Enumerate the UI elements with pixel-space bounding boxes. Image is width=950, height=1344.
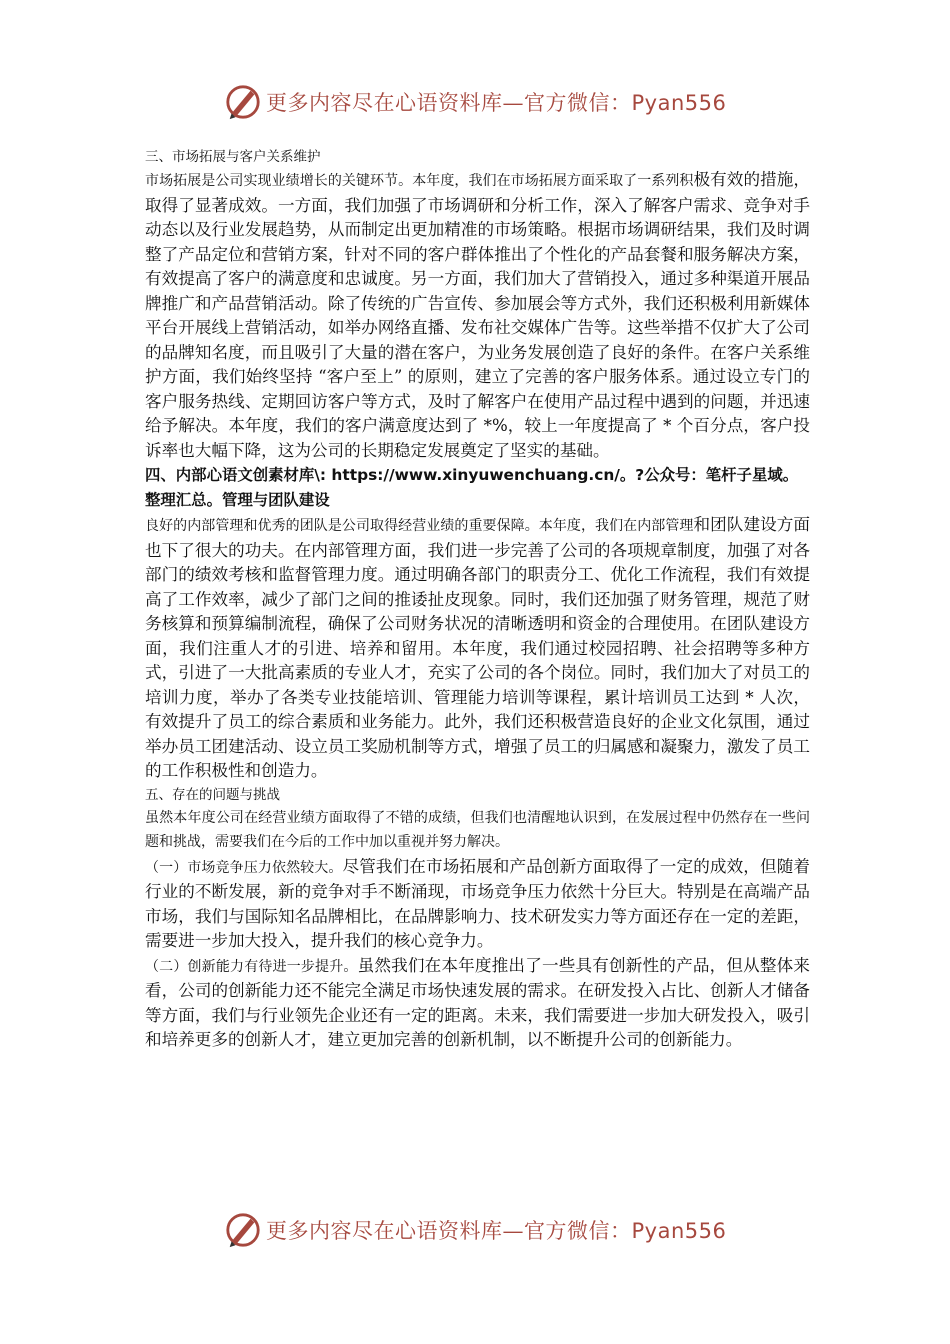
pen-logo-icon xyxy=(224,83,262,121)
section-5-item-1 xyxy=(145,855,810,954)
banner-wechat-id: Pyan556 xyxy=(631,1219,727,1243)
item-2-prefix: （二）创新能力有待进一步提升。 xyxy=(145,958,358,975)
banner-text xyxy=(266,87,726,117)
section-5-intro: 虽然本年度公司在经营业绩方面取得了不错的成绩，但我们也清醒地认识到，在发展过程中仍然存在一些问题和挑战，需要我们在今后的工作中加以重视并努力解决。 xyxy=(145,809,810,850)
section-4-heading: 四、内部心语文创素材库\: https://www.xinyuwenchuang.cn/。?公众号：笔杆子星域。整理汇总。管理与团队建设 xyxy=(145,466,799,509)
section-3-paragraph xyxy=(145,168,810,463)
item-1-prefix: （一）市场竞争压力依然较大。 xyxy=(145,859,343,876)
item-2-body: 虽然我们在本年度推出了一些具有创新性的产品，但从整体来看，公司的创新能力还不能完全满足市场快速发展的需求。在研发投入占比、创新人才储备等方面，我们与行业领先企业还有一定的距离。未来，我们需要进一步加大研发投入，吸引和培养更多的创新人才，建立更加完善的创新机制，以不断提升公司的创新能力。 xyxy=(145,955,811,1049)
section-3-body: 极有效的措施，取得了显著成效。一方面，我们加强了市场调研和分析工作，深入了解客户需求、竞争对手动态以及行业发展趋势，从而制定出更加精准的市场策略。根据市场调研结果，我们及时调整了产品定位和营销方案，针对不同的客户群体推出了个性化的产品套餐和服务解决方案，有效提高了客户的满意度和忠诚度。另一方面，我们加大了营销投入，通过多种渠道开展品牌推广和产品营销活动。除了传统的广告宣传、参加展会等方式外，我们还积极利用新媒体平台开展线上营销活动，如举办网络直播、发布社交媒体广告等。这些举措不仅扩大了公司的品牌知名度，而且吸引了大量的潜在客户，为业务发展创造了良好的条件。在客户关系维护方面，我们始终坚持 “客户至上” 的原则，建立了完善的客户服务体系。通过设立专门的客户服务热线、定期回访客户等方式，及时了解客户在使用产品过程中遇到的问题，并迅速给予解决。本年度，我们的客户满意度达到了 *%，较上一年度提高了 * 个百分点，客户投诉率也大幅下降，这为公司的长期稳定发展奠定了坚实的基础。 xyxy=(145,170,811,460)
section-4-body: 和团队建设方面也下了很大的功夫。在内部管理方面，我们进一步完善了公司的各项规章制度，加强了对各部门的绩效考核和监督管理力度。通过明确各部门的职责分工、优化工作流程，我们有效提高了工作效率，减少了部门之间的推诿扯皮现象。同时，我们还加强了财务管理，规范了财务核算和预算编制流程，确保了公司财务状况的清晰透明和资金的合理使用。在团队建设方面，我们注重人才的引进、培养和留用。本年度，我们通过校园招聘、社会招聘等多种方式，引进了一大批高素质的专业人才，充实了公司的各个岗位。同时，我们加大了对员工的培训力度，举办了各类专业技能培训、管理能力培训等课程，累计培训员工达到 * 人次，有效提升了员工的综合素质和业务能力。此外，我们还积极营造良好的企业文化氛围，通过举办员工团建活动、设立员工奖励机制等方式，增强了员工的归属感和凝聚力，激发了员工的工作积极性和创造力。 xyxy=(145,515,811,780)
banner-text xyxy=(266,1215,726,1245)
section-4-paragraph xyxy=(145,513,810,784)
section-5-item-2 xyxy=(145,954,810,1053)
section-4-lead: 良好的内部管理和优秀的团队是公司取得经营业绩的重要保障。本年度，我们在内部管理 xyxy=(145,518,694,534)
section-3-heading: 三、市场拓展与客户关系维护 xyxy=(145,149,321,165)
item-1-body: 尽管我们在市场拓展和产品创新方面取得了一定的成效，但随着行业的不断发展，新的竞争对手不断涌现，市场竞争压力依然十分巨大。特别是在高端产品市场，我们与国际知名品牌相比，在品牌影响力、技术研发实力等方面还存在一定的差距，需要进一步加大投入，提升我们的核心竞争力。 xyxy=(145,856,811,950)
header-banner xyxy=(224,82,726,122)
banner-main-text: 更多内容尽在心语资料库—官方微信： xyxy=(266,91,632,115)
footer-banner xyxy=(224,1210,726,1250)
document-body xyxy=(145,146,810,1053)
banner-main-text: 更多内容尽在心语资料库—官方微信： xyxy=(266,1219,632,1243)
pen-logo-icon xyxy=(224,1211,262,1249)
banner-wechat-id: Pyan556 xyxy=(631,91,727,115)
section-5-heading: 五、存在的问题与挑战 xyxy=(145,786,280,803)
section-3-lead: 市场拓展是公司实现业绩增长的关键环节。本年度，我们在市场拓展方面采取了一系列积 xyxy=(145,173,694,189)
